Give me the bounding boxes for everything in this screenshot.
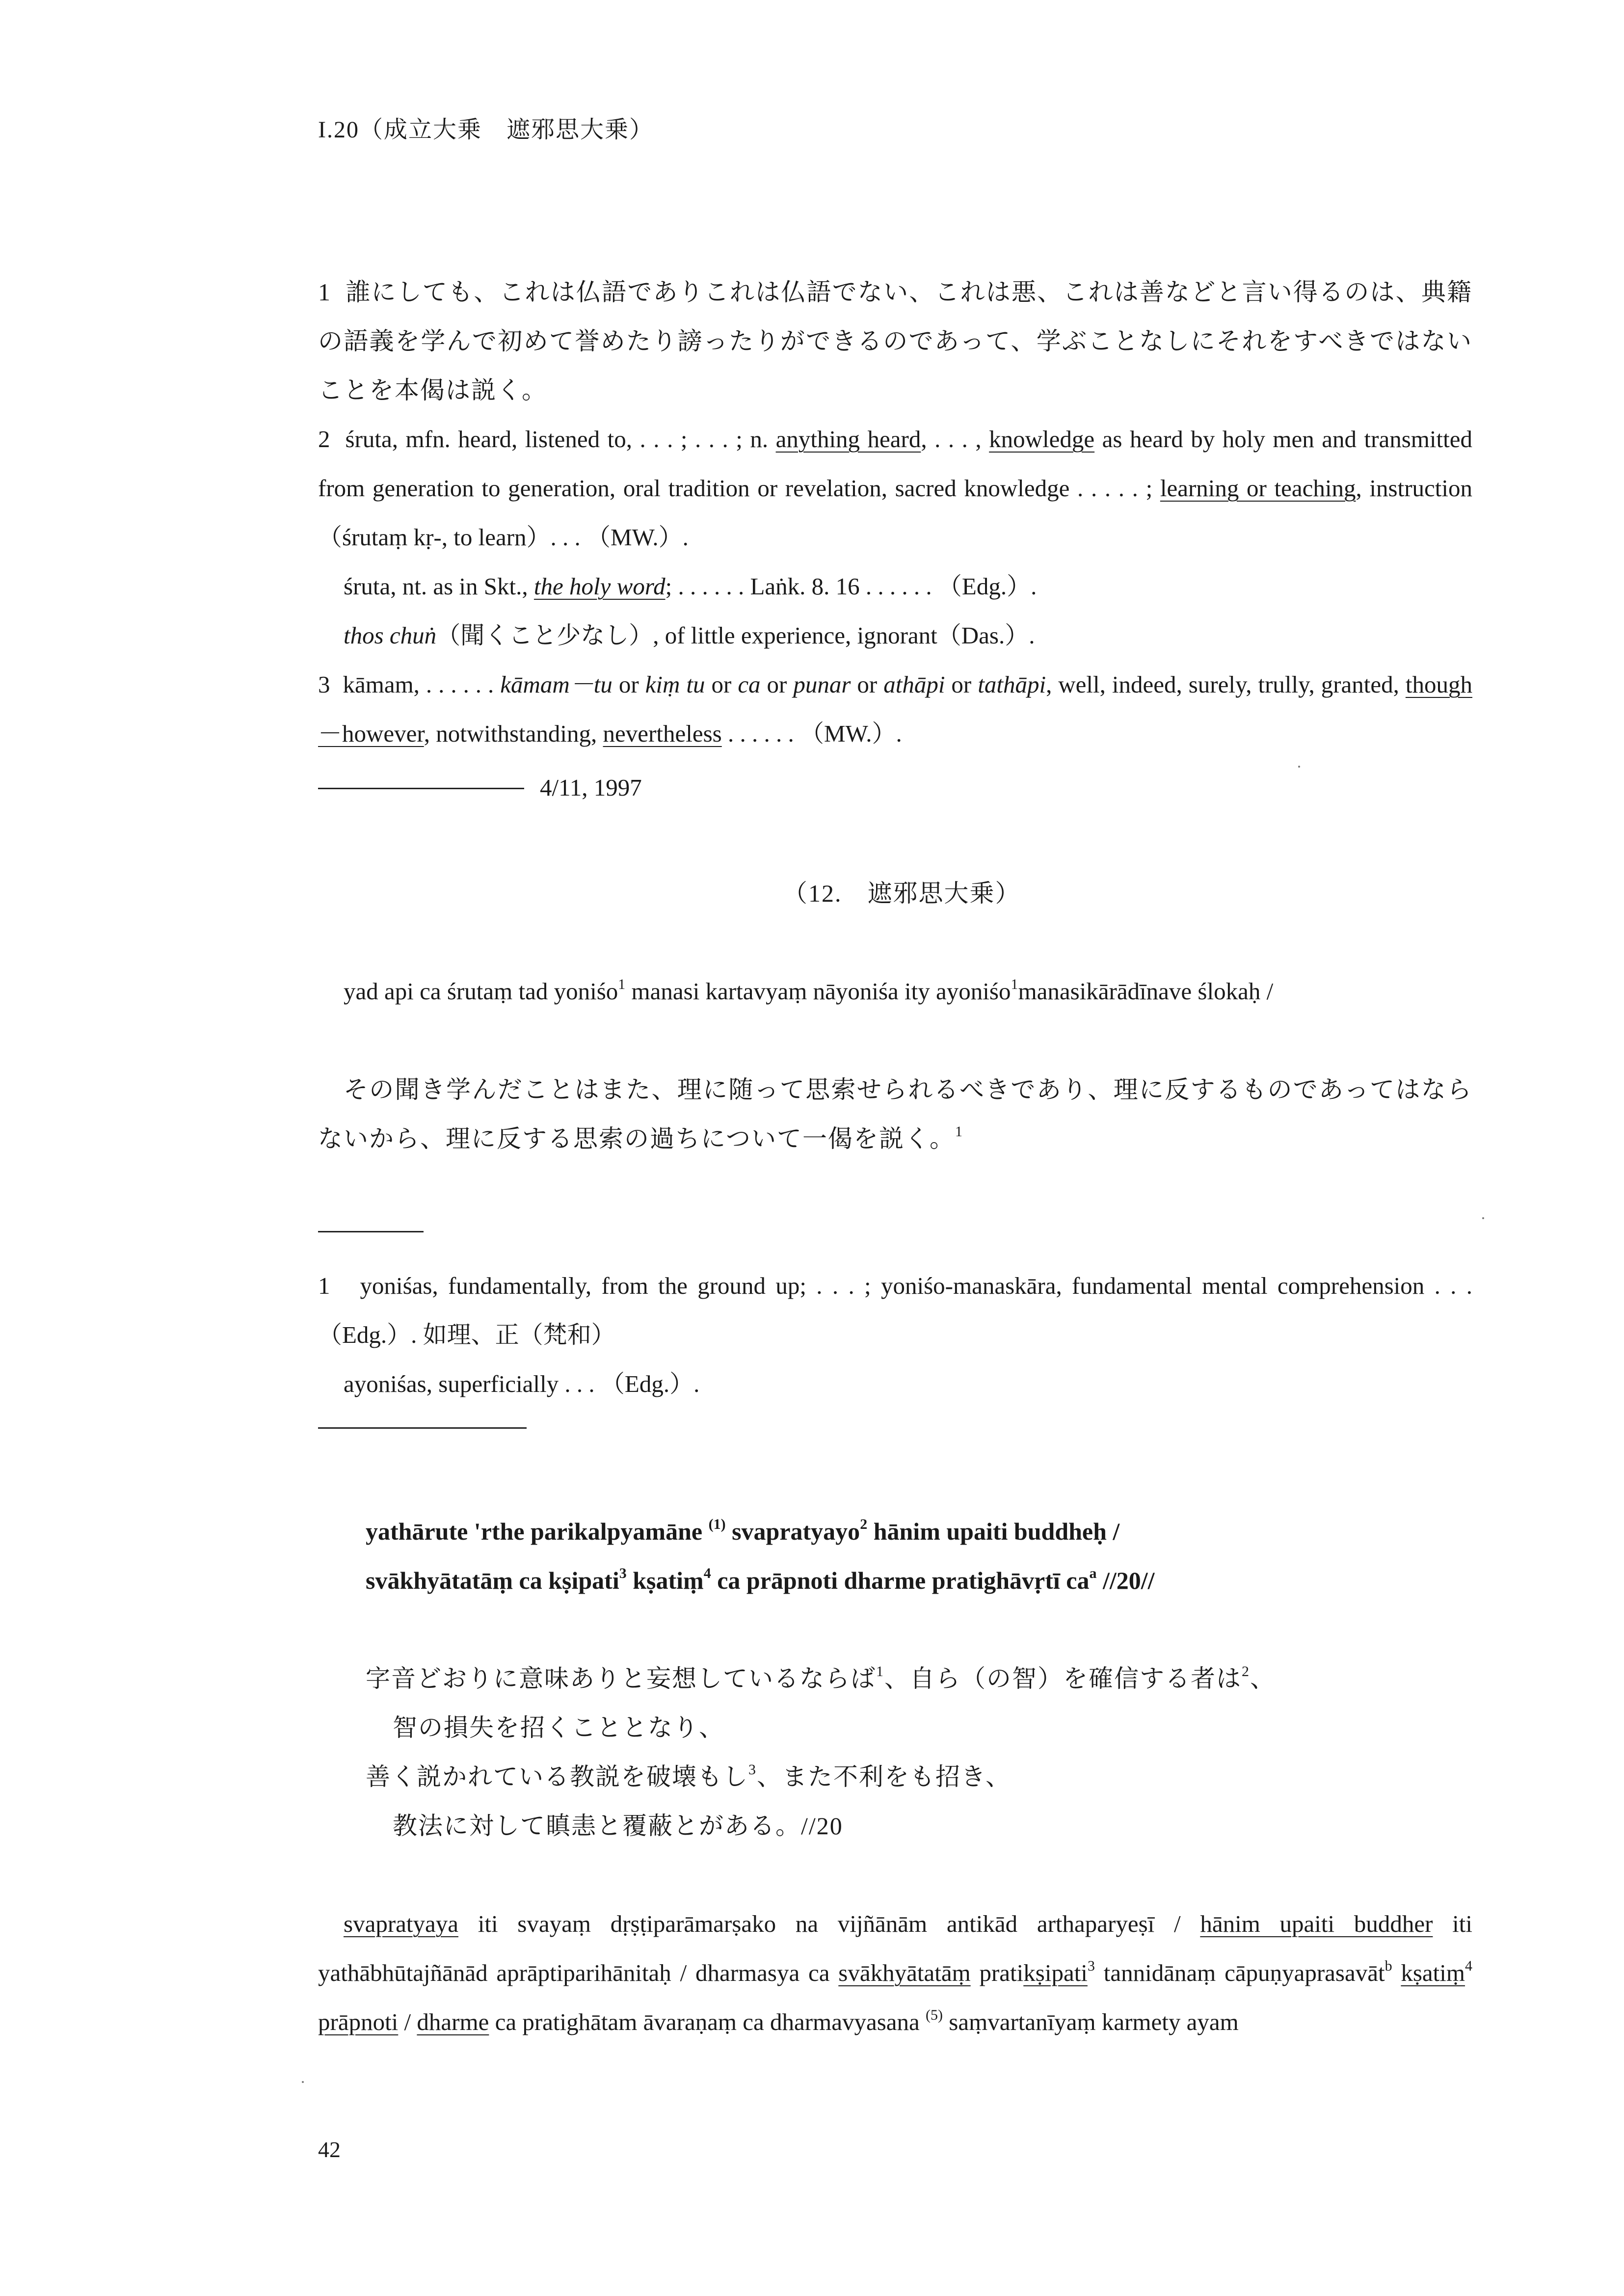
commentary-text: /	[398, 2008, 417, 2035]
footnote-ref: 2	[1242, 1663, 1250, 1680]
japanese-text: その聞き学んだことはまた、理に随って思索せられるべきであり、理に反するものであってはならないから、理に反する思索の過ちについて一偈を説く。	[318, 1076, 1472, 1152]
lemma: kṣipati	[1023, 1959, 1088, 1986]
japanese-intro	[318, 1065, 1472, 1163]
verse-text: kṣatiṃ	[626, 1567, 704, 1594]
term: ca	[738, 671, 761, 698]
footnote-ref: 4	[703, 1565, 711, 1582]
footnote-number: 1	[318, 1272, 330, 1299]
gloss-holy-word: the holy word	[533, 573, 666, 600]
commentary-text	[1392, 1959, 1401, 1986]
term: kāmam－tu	[500, 671, 612, 698]
gloss-knowledge: knowledge	[989, 426, 1095, 453]
note-3-text: or	[945, 671, 978, 698]
term: athāpi	[883, 671, 945, 698]
note-3	[318, 660, 1472, 758]
footnote-ref: 3	[619, 1565, 627, 1582]
gloss-nevertheless: nevertheless	[603, 720, 722, 747]
verse-text: //20//	[1096, 1567, 1155, 1594]
lemma: hānim upaiti buddher	[1200, 1910, 1433, 1937]
translation-text: 、自ら（の智）を確信する者は	[884, 1665, 1242, 1692]
note-3-text: or	[612, 671, 645, 698]
lemma: kṣatiṃ	[1401, 1959, 1465, 1986]
translation-text: 字音どおりに意味ありと妄想しているならば	[366, 1665, 876, 1692]
footnote-ref: 1	[618, 976, 626, 992]
note-2-edg-text: ; . . . . . . Laṅk. 8. 16 . . . . . . （Edg.）.	[665, 573, 1037, 600]
note-2	[318, 415, 1472, 562]
footnote-rule	[318, 1231, 424, 1232]
footnote-ref: 2	[860, 1516, 868, 1533]
verse-text: svākhyātatāṃ ca kṣipati	[366, 1567, 619, 1594]
note-3-text: or	[760, 671, 794, 698]
verse-text: ca prāpnoti dharme pratighāvṛtī ca	[711, 1567, 1090, 1594]
verse-line-1	[366, 1507, 1472, 1556]
note-1	[318, 267, 1472, 415]
scan-speck	[302, 2081, 304, 2083]
commentary-text: saṃvartanīyaṃ karmety ayam	[943, 2008, 1239, 2035]
translation-line-1	[366, 1654, 1472, 1703]
lemma: prāpnoti	[318, 2008, 399, 2035]
scan-speck	[1482, 1217, 1484, 1219]
translation-text: 、また不利をも招き、	[757, 1763, 1011, 1790]
page-number: 42	[318, 2137, 341, 2162]
sanskrit-text: yad api ca śrutaṃ tad yoniśo	[344, 978, 618, 1005]
note-number: 3	[318, 671, 330, 698]
note-2-das	[318, 611, 1498, 660]
note-2-text: , instruction（śrutaṃ kṛ-, to learn）. . . （MW.）.	[318, 475, 1473, 551]
term: kiṃ tu	[645, 671, 705, 698]
section-heading: （12. 遮邪思大乗）	[783, 880, 1021, 907]
variant-ref: (5)	[926, 2006, 943, 2023]
verse-text: svapratyayo	[725, 1518, 860, 1545]
note-1-text: 誰にしても、これは仏語でありこれは仏語でない、これは悪、これは善などと言い得るのは、典籍の語義を学んで初めて誉めたり謗ったりができるのであって、学ぶことなしにそれをすべきではないことを本偈は説く。	[318, 278, 1473, 404]
date-stamp: 4/11, 1997	[540, 774, 642, 801]
sanskrit-text: manasikārādīnave ślokaḥ /	[1018, 978, 1274, 1005]
note-3-text: or	[705, 671, 738, 698]
lemma: svapratyaya	[344, 1910, 458, 1937]
footnote-ref: 3	[748, 1762, 757, 1778]
footnote-ref: 1	[1011, 976, 1018, 992]
translation-text: 善く説かれている教説を破壊もし	[366, 1763, 748, 1790]
note-2-edg-text: śruta, nt. as in Skt.,	[344, 573, 534, 600]
note-2-text: śruta, mfn. heard, listened to, . . . ; . . . ; n.	[345, 426, 776, 453]
lemma: dharme	[417, 2008, 489, 2035]
note-3-text: , notwithstanding,	[424, 720, 603, 747]
term: tathāpi	[978, 671, 1046, 698]
tibetan-term: thos chuṅ	[344, 622, 437, 649]
commentary-text: iti yathābhūtajñānād aprāptiparihānitaḥ / dharmasya ca	[318, 1910, 1473, 1986]
footnote-1-text: yoniśas, fundamentally, from the ground up; . . . ; yoniśo-manaskāra, fundamental mental comprehension . . . （Edg.）. 如理、正（梵和）	[318, 1272, 1473, 1348]
gloss-though-however: though－however	[318, 671, 1472, 747]
gloss-learning-or-teaching: learning or teaching	[1160, 475, 1356, 502]
note-number: 2	[318, 426, 330, 453]
note-3-text: , well, indeed, surely, trully, granted,	[1046, 671, 1406, 698]
footnote-ref: 3	[1087, 1957, 1095, 1974]
gloss-anything-heard: anything heard	[775, 426, 921, 453]
commentary-text: tannidānaṃ cāpuṇyaprasavāt	[1094, 1959, 1385, 1986]
variant-ref: (1)	[708, 1516, 726, 1533]
commentary	[318, 1899, 1472, 2047]
note-3-text: or	[851, 671, 884, 698]
note-3-text: . . . . . . （MW.）.	[721, 720, 902, 747]
footnote-1	[318, 1261, 1472, 1360]
sanskrit-intro	[318, 967, 1498, 1016]
commentary-text: iti svayaṃ dṛṣṭiparāmarṣako na vijñānām antikād arthaparyeṣī /	[458, 1910, 1200, 1937]
verse-text: yathārute 'rthe parikalpyamāne	[366, 1518, 709, 1545]
page-header: I.20（成立大乗 遮邪思大乗）	[318, 117, 654, 143]
footnote-ref: 1	[955, 1123, 963, 1140]
note-2-text: , . . . ,	[921, 426, 989, 453]
translation-line-4: 教法に対して瞋恚と覆蔽とがある。//20	[393, 1812, 843, 1840]
translation-text: 、	[1250, 1665, 1276, 1692]
verse-text: hānim upaiti buddheḥ /	[867, 1518, 1120, 1545]
footnote-end-rule	[318, 1427, 527, 1429]
commentary-text: ca pratighātam āvaraṇaṃ ca dharmavyasana	[489, 2008, 926, 2035]
note-3-text: kāmam, . . . . . .	[343, 671, 501, 698]
note-2-text: as heard by holy men and transmitted from generation to generation, oral tradition or revelation, sacred knowledge . . . . . ;	[318, 426, 1472, 502]
translation-line-3	[366, 1752, 1472, 1801]
footnote-1-cont: ayoniśas, superficially . . . （Edg.）.	[344, 1370, 700, 1397]
footnote-ref: 1	[876, 1663, 884, 1680]
footnote-ref: 4	[1465, 1957, 1473, 1974]
scan-speck	[1298, 766, 1300, 768]
variant-ref: b	[1384, 1957, 1392, 1974]
translation-line-2: 智の損失を招くこととなり、	[393, 1714, 724, 1741]
date-rule	[318, 788, 524, 789]
commentary-text: prati	[970, 1959, 1024, 1986]
verse-line-2	[366, 1556, 1472, 1605]
lemma: svākhyātatāṃ	[838, 1959, 971, 1986]
variant-ref: a	[1089, 1565, 1097, 1582]
note-2-das-text: （聞くこと少なし）, of little experience, ignorant（Das.）.	[436, 622, 1035, 649]
term: punar	[793, 671, 851, 698]
sanskrit-text: manasi kartavyaṃ nāyoniśa ity ayoniśo	[625, 978, 1011, 1005]
note-2-edg	[318, 562, 1498, 611]
note-number: 1	[318, 278, 331, 306]
